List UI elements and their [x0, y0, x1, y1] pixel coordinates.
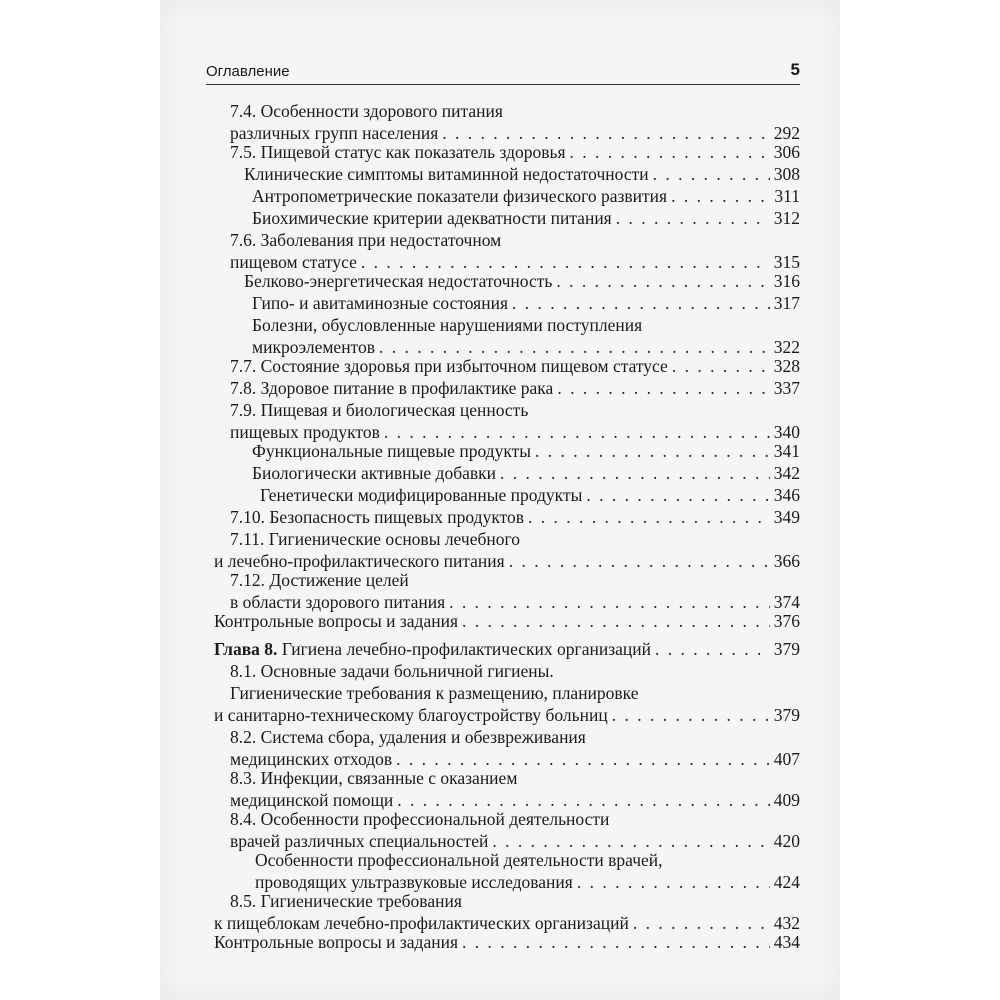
- toc-entry: [252, 207, 800, 229]
- leader-dots: [556, 270, 769, 292]
- toc-page-number: 340: [773, 422, 800, 442]
- toc-page-number: 409: [773, 790, 800, 810]
- toc-page-number: 312: [773, 208, 800, 228]
- toc-page-number: 349: [773, 507, 800, 527]
- toc-entry-title-line: Особенности профессиональной деятельности врачей,: [255, 850, 663, 870]
- toc-entry-title: Глава 8. Гигиена лечебно-профилактических организаций: [214, 639, 651, 659]
- leader-dots: [653, 163, 770, 185]
- toc-entry-title: медицинской помощи: [230, 790, 394, 810]
- toc-entry: [252, 292, 800, 314]
- toc-entry-title: 7.7. Состояние здоровья при избыточном пищевом статусе: [230, 356, 668, 376]
- toc-entry: [230, 377, 800, 399]
- toc-entry-title: к пищеблокам лечебно-профилактических организаций: [214, 913, 629, 933]
- toc-entry-title: в области здорового питания: [230, 592, 446, 612]
- toc-page-number: 379: [773, 705, 800, 725]
- toc-page-number: 308: [773, 164, 800, 184]
- toc-entry-title-line: 7.9. Пищевая и биологическая ценность: [230, 400, 529, 420]
- toc-entry-title-line: 8.4. Особенности профессиональной деятельности: [230, 809, 610, 829]
- leader-dots: [528, 506, 770, 528]
- toc-entry-title-line: 7.6. Заболевания при недостаточном: [230, 230, 502, 250]
- toc-page-number: 374: [773, 592, 800, 612]
- leader-dots: [671, 185, 770, 207]
- toc-entry-title: Контрольные вопросы и задания: [214, 932, 458, 952]
- toc-entry-title: 7.10. Безопасность пищевых продуктов: [230, 507, 525, 527]
- toc-page-number: 311: [774, 186, 800, 206]
- toc-entry-title-line: 8.3. Инфекции, связанные с оказанием: [230, 768, 518, 788]
- page-number: 5: [790, 60, 800, 79]
- toc-page-number: 322: [773, 337, 800, 357]
- toc-entry-title: 7.8. Здоровое питание в профилактике рака: [230, 378, 554, 398]
- toc-page-number: 328: [773, 356, 800, 376]
- toc-entry-title: Гипо- и авитаминозные состояния: [252, 293, 509, 313]
- toc-page-number: 424: [773, 872, 800, 892]
- toc-entry: [214, 931, 800, 953]
- toc-page-number: 292: [773, 123, 800, 143]
- chapter-label: Глава 8.: [214, 639, 278, 659]
- leader-dots: [570, 141, 770, 163]
- leader-dots: [512, 292, 770, 314]
- toc-entry: [252, 440, 800, 462]
- toc-entry-title: Контрольные вопросы и задания: [214, 611, 458, 631]
- leader-dots: [672, 355, 770, 377]
- toc-entry: [252, 462, 800, 484]
- toc-page-number: 306: [773, 142, 800, 162]
- toc-entry: [230, 506, 800, 528]
- book-page: [160, 0, 840, 1000]
- toc-page-number: 366: [773, 551, 800, 571]
- toc-page-number: 407: [773, 749, 800, 769]
- toc-entry-title: Биологически активные добавки: [252, 463, 497, 483]
- leader-dots: [462, 931, 770, 953]
- leader-dots: [577, 871, 770, 893]
- running-header-title: Оглавление: [206, 63, 290, 80]
- toc-entry-title-line: 7.4. Особенности здорового питания: [230, 101, 503, 121]
- toc-entry-title: и санитарно-техническому благоустройству больниц: [214, 705, 608, 725]
- toc-entry-title: 7.5. Пищевой статус как показатель здоровья: [230, 142, 566, 162]
- toc-page-number: 346: [773, 485, 800, 505]
- toc-entry: [244, 270, 800, 292]
- toc-entry-title: Биохимические критерии адекватности питания: [252, 208, 612, 228]
- toc-entry-title: медицинских отходов: [230, 749, 393, 769]
- toc-entry-title: пищевом статусе: [230, 252, 357, 272]
- toc-entry-title-line: 7.12. Достижение целей: [230, 570, 409, 590]
- toc-page-number: 379: [773, 639, 800, 659]
- toc-entry-title: Белково-энергетическая недостаточность: [244, 271, 553, 291]
- toc-page-number: 317: [773, 293, 800, 313]
- toc-entry: [214, 704, 800, 726]
- toc-entry: [230, 141, 800, 163]
- toc-entry: [214, 610, 800, 632]
- toc-entry: [214, 638, 800, 660]
- toc-entry-title: Функциональные пищевые продукты: [252, 441, 532, 461]
- toc-entry-title-line: 8.2. Система сбора, удаления и обезвреживания: [230, 727, 586, 747]
- toc-entry-title: и лечебно-профилактического питания: [214, 551, 505, 571]
- leader-dots: [655, 638, 770, 660]
- toc-entry-title: Генетически модифицированные продукты: [260, 485, 583, 505]
- toc-entry-title: микроэлементов: [252, 337, 375, 357]
- toc-page-number: 316: [773, 271, 800, 291]
- toc-page-number: 337: [773, 378, 800, 398]
- leader-dots: [500, 462, 770, 484]
- leader-dots: [616, 207, 770, 229]
- toc-entry: [252, 185, 800, 207]
- leader-dots: [462, 610, 770, 632]
- toc-page-number: 342: [773, 463, 800, 483]
- toc-entry-title-line: Болезни, обусловленные нарушениями поступления: [252, 315, 643, 335]
- toc-entry-title: врачей различных специальностей: [230, 831, 489, 851]
- toc-page-number: 420: [773, 831, 800, 851]
- toc-entry-title-line: Гигиенические требования к размещению, планировке: [230, 683, 639, 703]
- leader-dots: [586, 484, 769, 506]
- toc-entry: [230, 355, 800, 377]
- toc-page-number: 376: [773, 611, 800, 631]
- toc-entry: [244, 163, 800, 185]
- toc-entry-title-line: 8.5. Гигиенические требования: [230, 891, 462, 911]
- leader-dots: [509, 550, 770, 572]
- running-header: [206, 60, 800, 85]
- toc-entry-title: проводящих ультразвуковые исследования: [255, 872, 573, 892]
- leader-dots: [557, 377, 769, 399]
- toc-entry-title-line: 7.11. Гигиенические основы лечебного: [230, 529, 520, 549]
- leader-dots: [612, 704, 770, 726]
- toc-entry-title: различных групп населения: [230, 123, 439, 143]
- toc-entry-title: Клинические симптомы витаминной недостаточности: [244, 164, 649, 184]
- toc-page-number: 341: [773, 441, 800, 461]
- leader-dots: [535, 440, 770, 462]
- toc-page-number: 432: [773, 913, 800, 933]
- toc-page-number: 434: [773, 932, 800, 952]
- toc-entry-title: Антропометрические показатели физического развития: [252, 186, 668, 206]
- toc-entry-title-line: 8.1. Основные задачи больничной гигиены.: [230, 661, 554, 681]
- toc-entry-title: пищевых продуктов: [230, 422, 380, 442]
- toc-page-number: 315: [773, 252, 800, 272]
- toc-entry: [260, 484, 800, 506]
